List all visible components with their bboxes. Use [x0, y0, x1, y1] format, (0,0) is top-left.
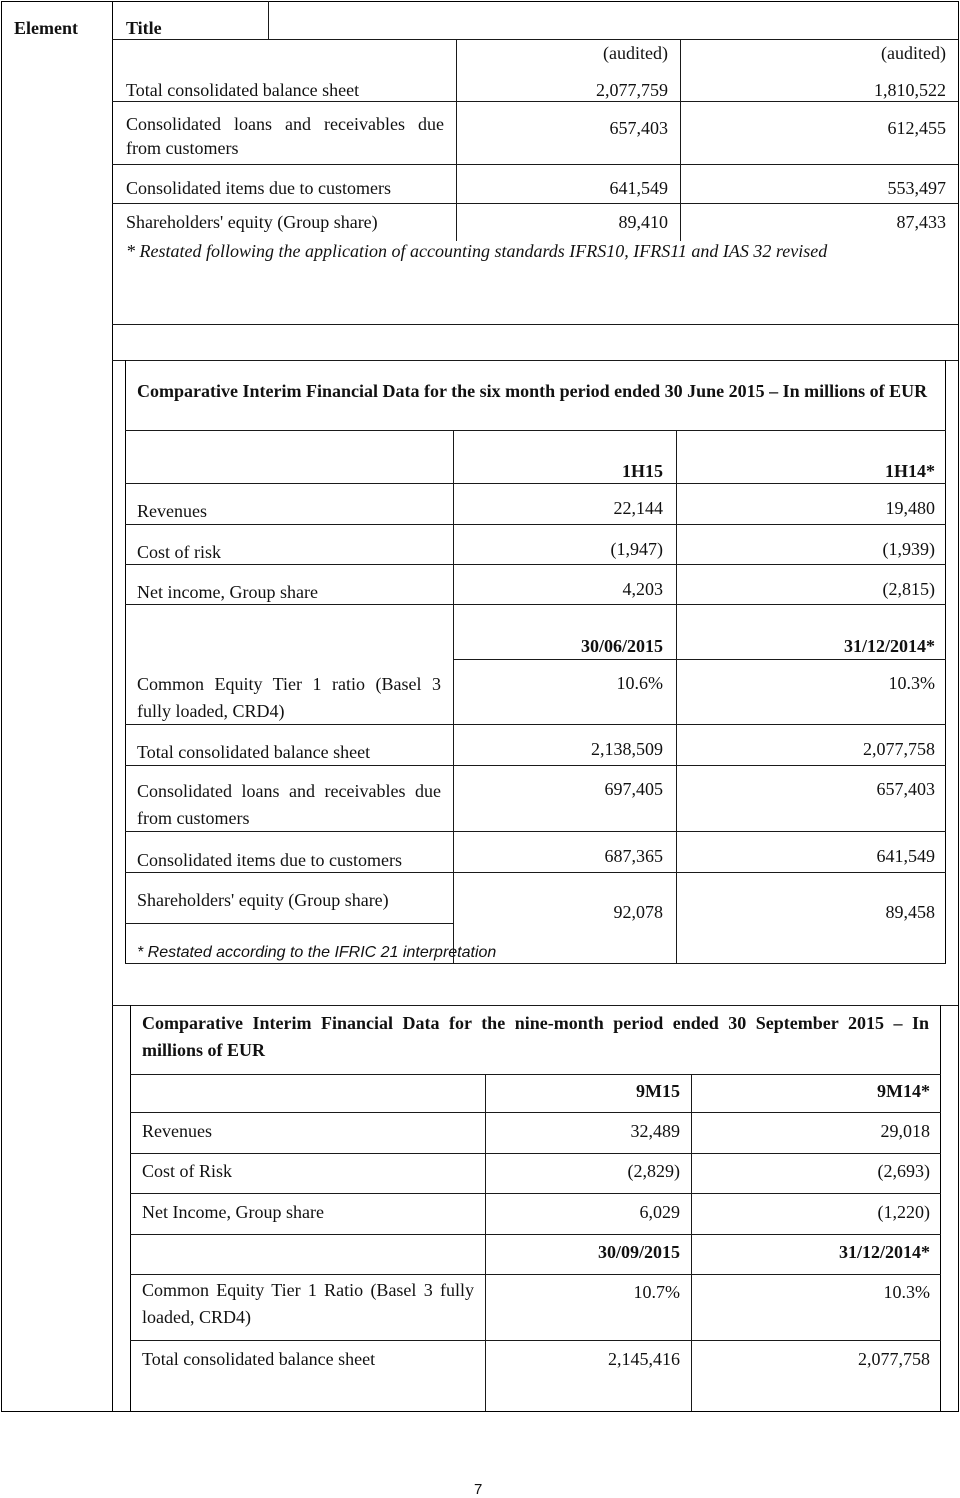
section-c-col-header-2: 31/12/2014*	[838, 1242, 930, 1262]
section-c-cell: (2,693)	[877, 1161, 930, 1181]
section-b-col-header-2: 31/12/2014*	[843, 636, 935, 656]
section-c-cell: 10.3%	[883, 1282, 930, 1302]
frame-right	[958, 1, 959, 1412]
section-b-row-label: Common Equity Tier 1 ratio (Basel 3 fully loaded, CRD4)	[137, 674, 441, 721]
section-a-cell: 1,810,522	[874, 80, 946, 100]
section-b-box-right	[945, 360, 946, 964]
section-c-cell: 29,018	[880, 1121, 930, 1141]
section-c-cell: 32,489	[630, 1121, 680, 1141]
section-b-row-label: Revenues	[137, 501, 207, 521]
header-element: Element	[14, 18, 78, 38]
section-b-cell: 19,480	[885, 498, 935, 518]
frame-bottom	[1, 1411, 959, 1412]
section-c-col-header-2: 30/09/2015	[597, 1242, 680, 1262]
section-a-col-header: (audited)	[881, 43, 946, 63]
section-a-col1-line	[456, 39, 457, 241]
section-b-cell: 92,078	[613, 902, 663, 922]
section-b-cell: 22,144	[613, 498, 663, 518]
section-c-cell: 6,029	[639, 1202, 680, 1222]
section-c-cell: 2,077,758	[858, 1349, 930, 1369]
section-a-footnote: * Restated following the application of accounting standards IFRS10, IFRS11 and IAS 32 revised	[126, 241, 828, 261]
section-c-row-label: Cost of Risk	[142, 1161, 233, 1181]
section-b-row-line	[125, 524, 946, 525]
section-c-box-right	[940, 1005, 941, 1411]
section-b-row-label: Cost of risk	[137, 542, 222, 562]
section-b-row-line	[125, 765, 946, 766]
section-b-row-line	[125, 564, 946, 565]
section-c-row-line	[130, 1153, 941, 1154]
section-b-cell: 10.6%	[616, 673, 663, 693]
section-b-cell: 657,403	[876, 779, 935, 799]
section-b-row-line	[453, 659, 946, 660]
section-c-row-label: Total consolidated balance sheet	[142, 1349, 376, 1369]
section-a-row-line	[112, 203, 958, 204]
section-b-col-header: 1H15	[621, 461, 663, 481]
header-underline	[112, 39, 958, 40]
section-c-title: Comparative Interim Financial Data for the nine-month period ended 30 September 2015 – In millions of EUR	[142, 1013, 929, 1060]
title-header-divider	[268, 1, 269, 39]
section-c-cell: 10.7%	[633, 1282, 680, 1302]
section-b-title-line	[125, 430, 946, 431]
section-a-cell: 657,403	[609, 118, 668, 138]
section-b-row-line	[125, 483, 946, 484]
section-b-row-line	[125, 872, 946, 873]
section-a-col-header: (audited)	[603, 43, 668, 63]
section-c-row-label: Revenues	[142, 1121, 212, 1141]
section-b-cell: 2,138,509	[591, 739, 663, 759]
section-c-title-line	[130, 1074, 941, 1075]
section-b-col-header: 1H14*	[884, 461, 935, 481]
section-c-row-line	[130, 1234, 941, 1235]
section-a-row-line	[112, 164, 958, 165]
section-a-row-label: Total consolidated balance sheet	[126, 80, 360, 100]
header-title: Title	[126, 18, 162, 38]
section-b-row-label: Net income, Group share	[137, 582, 318, 602]
section-a-col2-line	[680, 39, 681, 241]
section-c-row-label: Common Equity Tier 1 Ratio (Basel 3 fully loaded, CRD4)	[142, 1280, 474, 1327]
section-b-cell: 10.3%	[888, 673, 935, 693]
section-b-cell: 89,458	[885, 902, 935, 922]
section-separator	[112, 1005, 958, 1006]
section-b-title: Comparative Interim Financial Data for the six month period ended 30 June 2015 – In millions of EUR	[137, 381, 928, 401]
section-c-row-line	[130, 1112, 941, 1113]
section-a-row-label: Consolidated items due to customers	[126, 178, 391, 198]
section-c-row-line	[130, 1193, 941, 1194]
section-c-cell: (2,829)	[627, 1161, 680, 1181]
section-b-row-line	[125, 604, 946, 605]
section-b-cell: (2,815)	[882, 579, 935, 599]
element-column-divider	[112, 1, 113, 1412]
section-b-cell: 2,077,758	[863, 739, 935, 759]
section-b-col-header-2: 30/06/2015	[580, 636, 663, 656]
section-b-box-left	[125, 360, 126, 964]
section-c-row-line	[130, 1340, 941, 1341]
section-a-cell: 89,410	[618, 212, 668, 232]
section-c-box-left	[130, 1005, 131, 1411]
section-b-cell: (1,947)	[610, 539, 663, 559]
section-separator	[112, 360, 958, 361]
section-b-row-label: Total consolidated balance sheet	[137, 742, 371, 762]
section-a-cell: 553,497	[887, 178, 946, 198]
section-b-row-label: Consolidated items due to customers	[137, 850, 402, 870]
section-b-row-label: Shareholders' equity (Group share)	[137, 890, 389, 910]
section-b-cell: 641,549	[876, 846, 935, 866]
section-separator	[112, 324, 958, 325]
section-b-cell: 4,203	[622, 579, 663, 599]
section-b-footnote: * Restated according to the IFRIC 21 interpretation	[137, 944, 497, 961]
section-b-row-label: Consolidated loans and receivables due from customers	[137, 781, 441, 828]
section-c-row-line	[130, 1274, 941, 1275]
section-c-row-label: Net Income, Group share	[142, 1202, 324, 1222]
section-c-cell: 2,145,416	[608, 1349, 680, 1369]
page-number: 7	[474, 1481, 483, 1498]
section-b-box-bottom	[125, 963, 946, 964]
section-c-col-header: 9M14*	[877, 1081, 930, 1101]
section-c-col-header: 9M15	[636, 1081, 680, 1101]
frame-left	[1, 1, 2, 1412]
section-c-cell: (1,220)	[877, 1202, 930, 1222]
section-a-cell: 641,549	[609, 178, 668, 198]
frame-top	[1, 1, 959, 2]
section-a-row-label: Consolidated loans and receivables due from customers	[126, 114, 444, 158]
section-a-row-label: Shareholders' equity (Group share)	[126, 212, 378, 232]
section-a-row-line	[112, 101, 958, 102]
section-b-cell: (1,939)	[882, 539, 935, 559]
section-b-row-line	[125, 923, 453, 924]
section-a-cell: 612,455	[887, 118, 946, 138]
section-b-cell: 687,365	[604, 846, 663, 866]
section-a-cell: 2,077,759	[596, 80, 668, 100]
section-b-cell: 697,405	[604, 779, 663, 799]
section-a-cell: 87,433	[896, 212, 946, 232]
